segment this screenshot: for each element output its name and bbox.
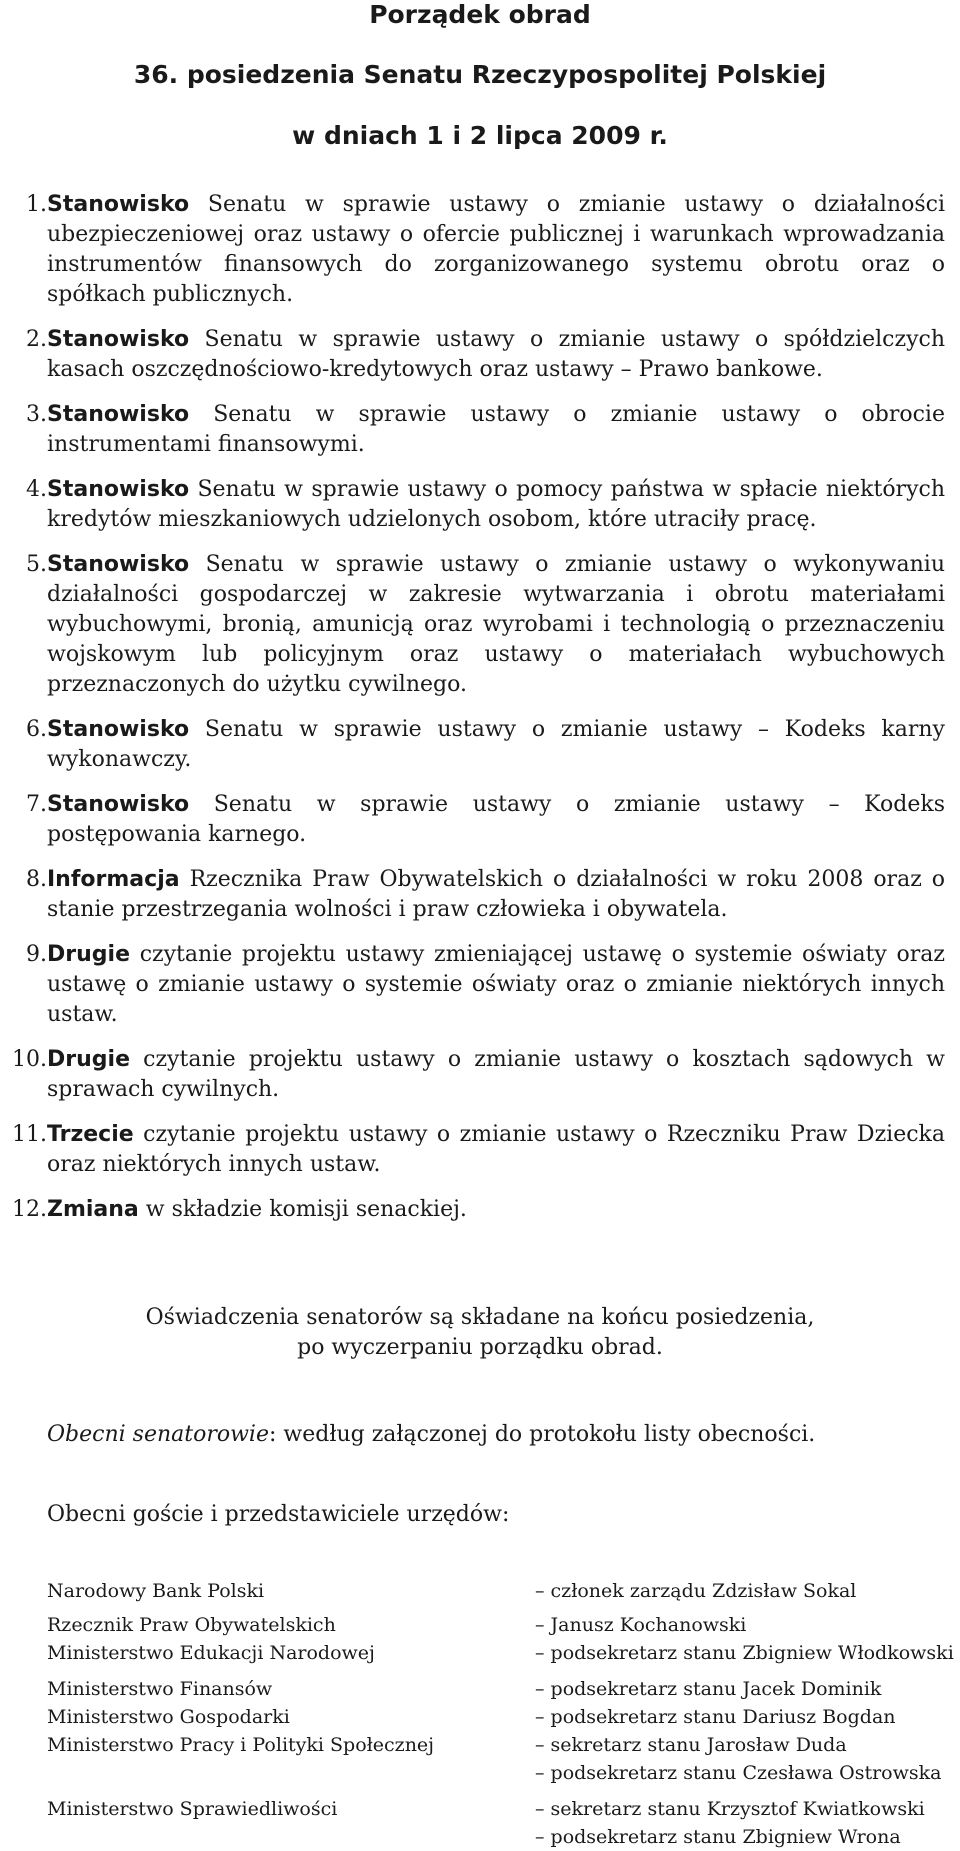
agenda-item xyxy=(26,325,945,385)
guest-persons xyxy=(535,1639,960,1667)
agenda-item-lead: Informacja xyxy=(47,867,180,892)
senators-label: Obecni senatorowie xyxy=(47,1422,269,1447)
statements-note-line-1: Oświadczenia senatorów są składane na końcu posiedzenia, xyxy=(145,1305,815,1330)
guest-institution: Ministerstwo Gospodarki xyxy=(47,1706,290,1728)
agenda-item-lead: Trzecie xyxy=(47,1122,134,1147)
agenda-item-text: czytanie projektu ustawy o zmianie ustawy o Rzeczniku Praw Dziecka oraz niektórych innych ustaw. xyxy=(47,1122,945,1177)
guest-persons xyxy=(535,1675,960,1703)
agenda-item xyxy=(26,550,945,700)
guest-persons xyxy=(535,1731,960,1787)
agenda-item xyxy=(12,1045,945,1105)
senators-present xyxy=(47,1420,815,1450)
agenda-item-number: 1. xyxy=(26,192,47,217)
guest-persons xyxy=(535,1577,960,1605)
agenda-item-lead: Zmiana xyxy=(47,1197,139,1222)
agenda-item xyxy=(26,475,945,535)
agenda-item-lead: Stanowisko xyxy=(47,792,190,817)
agenda-item-number: 11. xyxy=(12,1122,47,1147)
agenda-item-number: 3. xyxy=(26,402,47,427)
agenda-item xyxy=(26,865,945,925)
agenda-item xyxy=(12,1195,945,1225)
agenda-item-number: 4. xyxy=(26,477,47,502)
statements-note-line-2: po wyczerpaniu porządku obrad. xyxy=(297,1335,663,1360)
guest-institution: Ministerstwo Sprawiedliwości xyxy=(47,1798,338,1820)
agenda-item-number: 7. xyxy=(26,792,47,817)
guest-row xyxy=(47,1703,960,1731)
guest-person: – podsekretarz stanu Czesława Ostrowska xyxy=(535,1762,942,1784)
guest-person: – Janusz Kochanowski xyxy=(535,1614,747,1636)
agenda-item xyxy=(26,940,945,1030)
session-subtitle: 36. posiedzenia Senatu Rzeczypospolitej Polskiej xyxy=(133,60,827,89)
guest-person: – sekretarz stanu Krzysztof Kwiatkowski xyxy=(535,1798,925,1820)
agenda-item-lead: Drugie xyxy=(47,1047,130,1072)
guest-person: – sekretarz stanu Jarosław Duda xyxy=(535,1734,847,1756)
agenda-item-text: Senatu w sprawie ustawy o zmianie ustawy – Kodeks postępowania karnego. xyxy=(47,792,946,847)
guest-row xyxy=(47,1639,960,1667)
guest-row xyxy=(47,1577,960,1605)
guest-institution: Rzecznik Praw Obywatelskich xyxy=(47,1614,336,1636)
session-dates: w dniach 1 i 2 lipca 2009 r. xyxy=(292,121,668,150)
agenda-item-text: Senatu w sprawie ustawy o zmianie ustawy o obrocie instrumentami finansowymi. xyxy=(47,402,945,457)
agenda-item xyxy=(26,400,945,460)
agenda-item-number: 2. xyxy=(26,327,47,352)
page-title: Porządek obrad xyxy=(369,0,591,29)
agenda-item-text: Senatu w sprawie ustawy o zmianie ustawy – Kodeks karny wykonawczy. xyxy=(47,717,945,772)
agenda-item-number: 10. xyxy=(12,1047,47,1072)
agenda-item-number: 5. xyxy=(26,552,47,577)
guests-list xyxy=(47,1577,960,1851)
guest-person: – podsekretarz stanu Zbigniew Wrona xyxy=(535,1826,901,1848)
guest-persons xyxy=(535,1795,960,1851)
guest-row xyxy=(47,1731,960,1787)
agenda-item-lead: Stanowisko xyxy=(47,477,190,502)
agenda-item-text: Rzecznika Praw Obywatelskich o działalności w roku 2008 oraz o stanie przestrzegania wolności i praw człowieka i obywatela. xyxy=(47,867,945,922)
agenda-item-text: Senatu w sprawie ustawy o zmianie ustawy o działalności ubezpieczeniowej oraz ustawy o ofercie publicznej i warunkach wprowadzania instrumentów finansowych do zorganizowanego systemu obrotu oraz o spółkach publicznych. xyxy=(47,192,945,307)
agenda-item-lead: Stanowisko xyxy=(47,402,190,427)
agenda-item-text: czytanie projektu ustawy o zmianie ustawy o kosztach sądowych w sprawach cywilnych. xyxy=(47,1047,945,1102)
guest-persons xyxy=(535,1611,960,1639)
senators-text: : według załączonej do protokołu listy obecności. xyxy=(269,1422,816,1447)
agenda-item-lead: Drugie xyxy=(47,942,130,967)
guest-persons xyxy=(535,1703,960,1731)
agenda-item xyxy=(26,715,945,775)
guest-person: – członek zarządu Zdzisław Sokal xyxy=(535,1580,857,1602)
guest-row xyxy=(47,1611,960,1639)
agenda-item xyxy=(26,190,945,310)
agenda-item-text: czytanie projektu ustawy zmieniającej ustawę o systemie oświaty oraz ustawę o zmianie ustawy o systemie oświaty oraz o zmianie niektórych innych ustaw. xyxy=(47,942,945,1027)
agenda-item-number: 9. xyxy=(26,942,47,967)
agenda-item-lead: Stanowisko xyxy=(47,717,190,742)
agenda-item-lead: Stanowisko xyxy=(47,327,190,352)
guest-institution: Narodowy Bank Polski xyxy=(47,1580,265,1602)
agenda-item-lead: Stanowisko xyxy=(47,192,190,217)
agenda-item xyxy=(12,1120,945,1180)
agenda-item-number: 8. xyxy=(26,867,47,892)
agenda-item-lead: Stanowisko xyxy=(47,552,190,577)
guest-institution: Ministerstwo Edukacji Narodowej xyxy=(47,1642,375,1664)
agenda-list xyxy=(12,190,946,1240)
guest-row xyxy=(47,1675,960,1703)
guest-person: – podsekretarz stanu Dariusz Bogdan xyxy=(535,1706,896,1728)
guest-person: – podsekretarz stanu Zbigniew Włodkowski xyxy=(535,1642,954,1664)
guest-institution: Ministerstwo Pracy i Polityki Społecznej xyxy=(47,1734,435,1756)
agenda-item xyxy=(26,790,946,850)
agenda-item-text: Senatu w sprawie ustawy o pomocy państwa w spłacie niektórych kredytów mieszkaniowych udzielonych osobom, które utraciły pracę. xyxy=(47,477,945,532)
agenda-item-number: 12. xyxy=(12,1197,47,1222)
guests-heading: Obecni goście i przedstawiciele urzędów: xyxy=(47,1502,510,1527)
guest-person: – podsekretarz stanu Jacek Dominik xyxy=(535,1678,882,1700)
agenda-item-number: 6. xyxy=(26,717,47,742)
guest-institution: Ministerstwo Finansów xyxy=(47,1678,273,1700)
agenda-item-text: w składzie komisji senackiej. xyxy=(145,1197,467,1222)
agenda-item-text: Senatu w sprawie ustawy o zmianie ustawy o wykonywaniu działalności gospodarczej w zakresie wytwarzania i obrotu materiałami wybuchowymi, bronią, amunicją oraz wyrobami i technologią o przeznaczeniu wojskowym lub policyjnym oraz ustawy o materiałach wybuchowych przeznaczonych do użytku cywilnego. xyxy=(47,552,945,697)
agenda-item-text: Senatu w sprawie ustawy o zmianie ustawy o spółdzielczych kasach oszczędnościowo-kredytowych oraz ustawy – Prawo bankowe. xyxy=(47,327,945,382)
guest-row xyxy=(47,1795,960,1851)
